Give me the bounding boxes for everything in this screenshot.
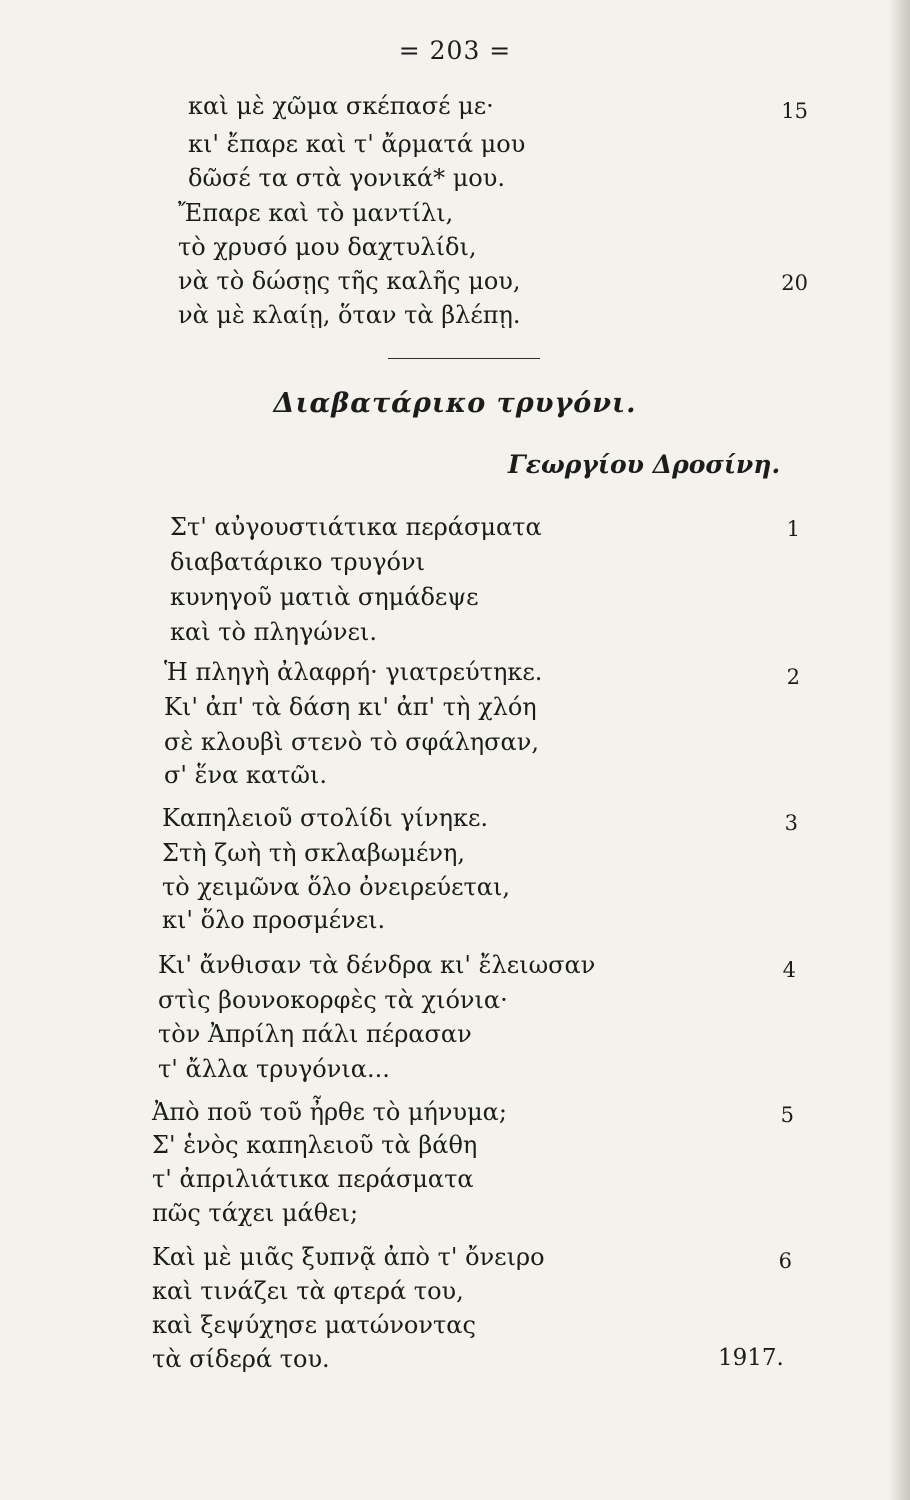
- stanza-line: σ' ἕνα κατῶι.: [164, 761, 328, 789]
- stanza-line: τ' ἄλλα τρυγόνια...: [158, 1055, 390, 1083]
- continuation-line: Ἔπαρε καὶ τὸ μαντίλι,: [178, 199, 454, 227]
- stanza-line: τὸν Ἀπρίλη πάλι πέρασαν: [158, 1020, 472, 1048]
- stanza-line: διαβατάρικο τρυγόνι: [170, 548, 425, 576]
- page-edge: [888, 0, 910, 1500]
- stanza-number: 6: [778, 1249, 792, 1273]
- stanza-line: Καπηλειοῦ στολίδι γίνηκε.: [162, 804, 489, 832]
- continuation-line: δῶσέ τα στὰ γονικά* μου.: [188, 164, 505, 192]
- page-number: = 203 =: [398, 36, 512, 65]
- stanza-line: κυνηγοῦ ματιὰ σημάδεψε: [170, 583, 479, 611]
- stanza-line: Ἀπὸ ποῦ τοῦ ἦρθε τὸ μήνυμα;: [152, 1098, 507, 1126]
- stanza-line: τὸ χειμῶνα ὅλο ὀνειρεύεται,: [162, 873, 511, 901]
- stanza-number: 1: [786, 517, 800, 541]
- poem-author: Γεωργίου Δροσίνη.: [508, 450, 781, 479]
- stanza-line: Ἡ πληγὴ ἀλαφρή· γιατρεύτηκε.: [164, 658, 543, 686]
- stanza-line: τὰ σίδερά του.: [152, 1345, 330, 1373]
- stanza-line: πῶς τάχει μάθει;: [152, 1199, 359, 1227]
- stanza-line: στὶς βουνοκορφὲς τὰ χιόνια·: [158, 986, 508, 1014]
- stanza-line: τ' ἀπριλιάτικα περάσματα: [152, 1165, 474, 1193]
- continuation-line: τὸ χρυσό μου δαχτυλίδι,: [178, 233, 477, 261]
- stanza-number: 4: [782, 958, 796, 982]
- stanza-line: Στ' αὐγουστιάτικα περάσματα: [170, 513, 542, 541]
- line-number: 15: [781, 99, 808, 123]
- stanza-line: Κι' ἀπ' τὰ δάση κι' ἀπ' τὴ χλόη: [164, 693, 537, 721]
- stanza-line: Στὴ ζωὴ τὴ σκλαβωμένη,: [162, 839, 465, 867]
- stanza-line: κι' ὅλο προσμένει.: [162, 906, 386, 934]
- stanza-line: Σ' ἑνὸς καπηλειοῦ τὰ βάθη: [152, 1131, 478, 1159]
- stanza-line: καὶ τὸ πληγώνει.: [170, 618, 377, 646]
- continuation-line: κι' ἔπαρε καὶ τ' ἄρματά μου: [188, 130, 526, 158]
- poem-year: 1917.: [718, 1345, 784, 1371]
- continuation-line: καὶ μὲ χῶμα σκέπασέ με·: [188, 92, 494, 120]
- continuation-line: νὰ μὲ κλαίῃ, ὅταν τὰ βλέπῃ.: [178, 301, 521, 329]
- section-divider: [388, 358, 540, 359]
- stanza-line: Καὶ μὲ μιᾶς ξυπνᾷ ἀπὸ τ' ὄνειρο: [152, 1243, 545, 1271]
- poem-title: Διαβατάρικο τρυγόνι.: [273, 388, 637, 419]
- continuation-line: νὰ τὸ δώσῃς τῆς καλῆς μου,: [178, 267, 521, 295]
- stanza-line: καὶ ξεψύχησε ματώνοντας: [152, 1311, 476, 1339]
- stanza-number: 2: [786, 665, 800, 689]
- line-number: 20: [781, 271, 808, 295]
- stanza-number: 5: [780, 1103, 794, 1127]
- stanza-line: σὲ κλουβὶ στενὸ τὸ σφάλησαν,: [164, 728, 539, 756]
- stanza-line: καὶ τινάζει τὰ φτερά του,: [152, 1277, 464, 1305]
- stanza-number: 3: [784, 811, 798, 835]
- stanza-line: Κι' ἄνθισαν τὰ δένδρα κι' ἔλειωσαν: [158, 951, 596, 979]
